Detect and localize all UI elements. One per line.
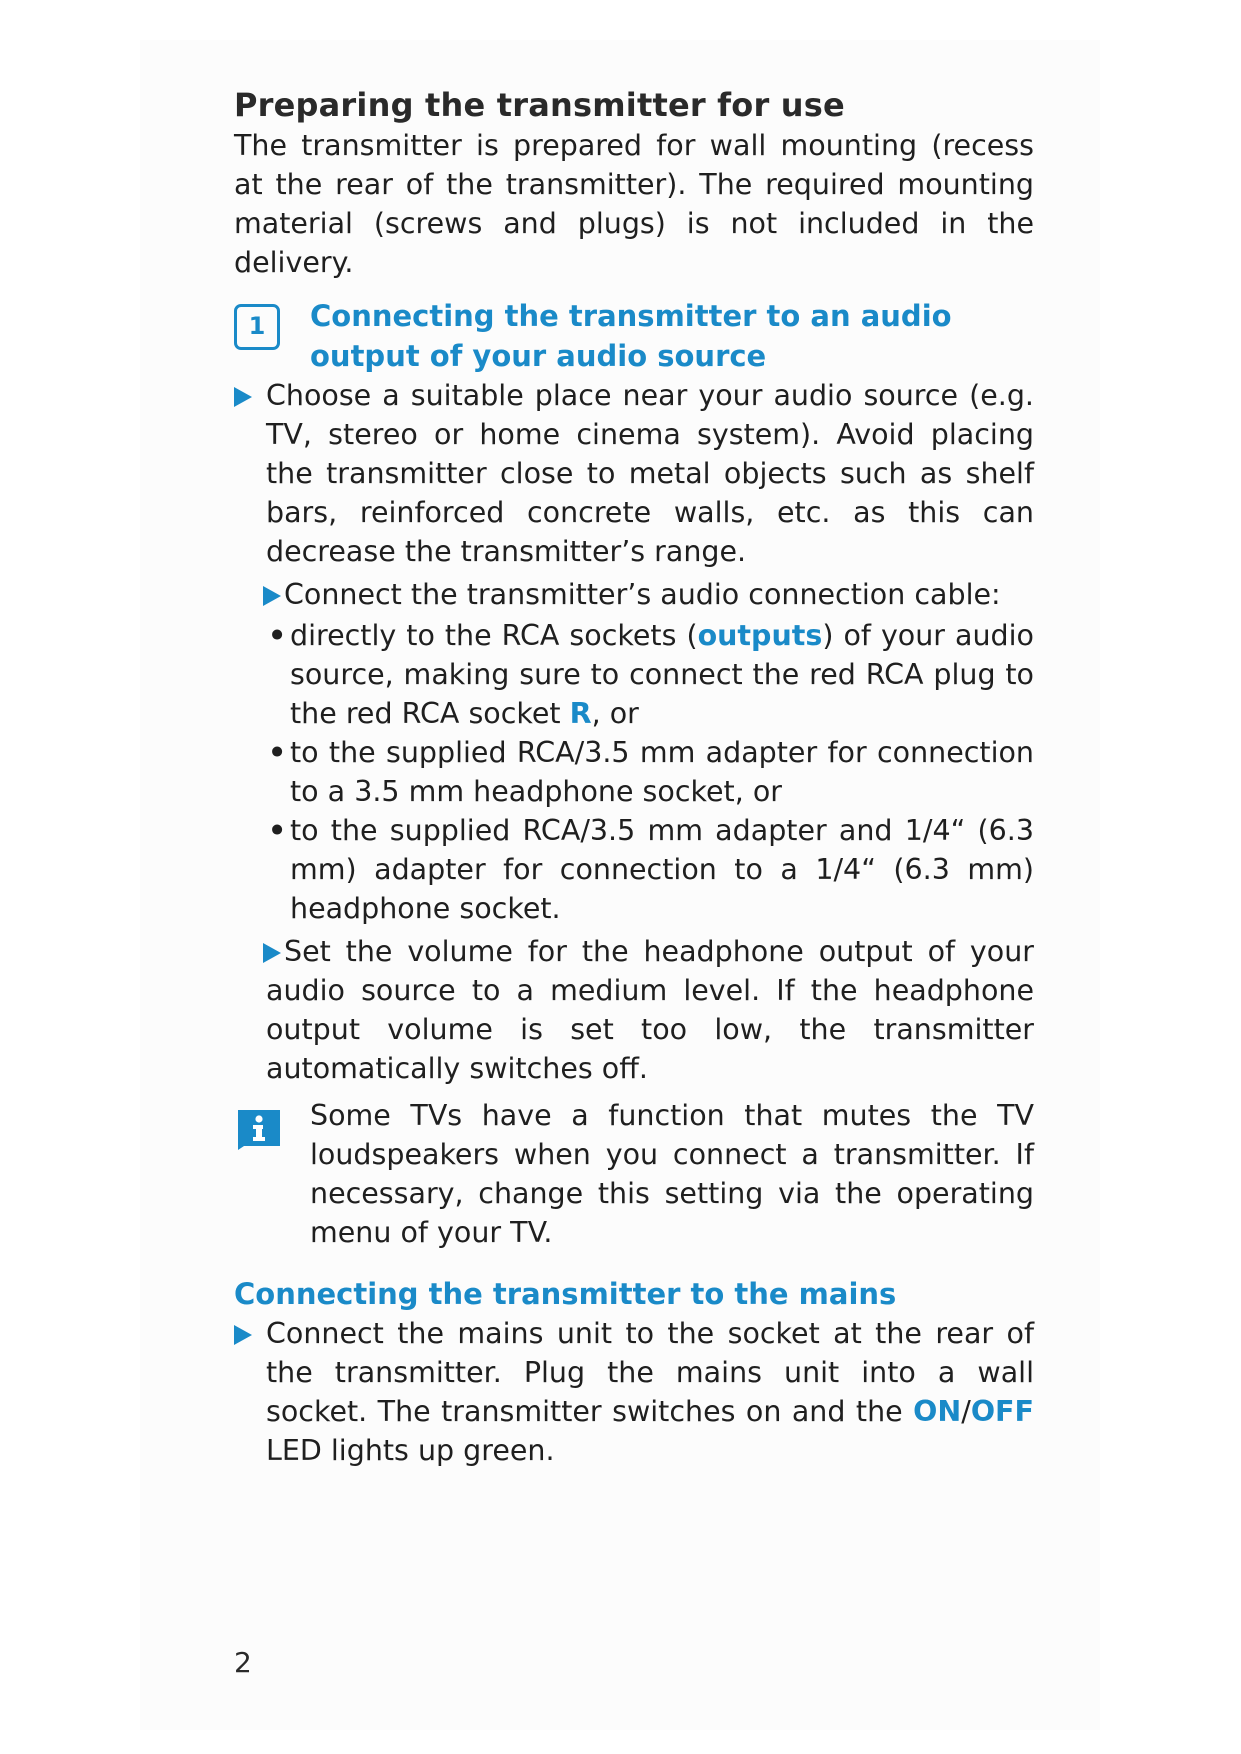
instruction-volume bbox=[234, 932, 1034, 1088]
info-note bbox=[234, 1096, 1034, 1252]
document-body bbox=[234, 84, 1034, 1470]
page-number: 2 bbox=[234, 1646, 252, 1679]
info-icon bbox=[234, 1106, 284, 1152]
outputs-label: outputs bbox=[697, 619, 823, 652]
instruction-connect bbox=[234, 575, 1034, 614]
connection-options-list bbox=[234, 616, 1034, 928]
action-arrow-icon bbox=[263, 943, 281, 963]
bullet-icon: • bbox=[268, 619, 287, 652]
bullet-icon: • bbox=[268, 736, 287, 769]
mains-section-title: Connecting the transmitter to the mains bbox=[234, 1277, 897, 1311]
action-arrow-icon bbox=[234, 1325, 252, 1345]
off-label: OFF bbox=[970, 1395, 1034, 1428]
bullet-icon: • bbox=[268, 814, 287, 847]
instruction-place bbox=[234, 376, 1034, 571]
instruction-connect-text: Connect the transmitter’s audio connection cable: bbox=[284, 578, 1001, 611]
action-arrow-icon bbox=[234, 387, 252, 407]
list-item: • directly to the RCA sockets (outputs) of your audio source, making sure to connect the red RCA plug to the red RCA socket R, or bbox=[234, 616, 1034, 733]
instruction-mains: Connect the mains unit to the socket at the rear of the transmitter. Plug the mains unit into a wall socket. The transmitter switches on and the ON/OFF LED lights up green. bbox=[234, 1314, 1034, 1470]
info-note-text: Some TVs have a function that mutes the TV loudspeakers when you connect a transmitter. If necessary, change this setting via the operating menu of your TV. bbox=[310, 1099, 1034, 1249]
action-arrow-icon bbox=[263, 586, 281, 606]
step-1-heading bbox=[234, 296, 1034, 376]
instruction-volume-text: Set the volume for the headphone output of your audio source to a medium level. If the headphone output volume is set too low, the transmitter automatically switches off. bbox=[266, 935, 1034, 1085]
step-number-icon: 1 bbox=[234, 304, 280, 350]
page-title: Preparing the transmitter for use bbox=[234, 86, 845, 124]
list-item: • to the supplied RCA/3.5 mm adapter and 1/4“ (6.3 mm) adapter for connection to a 1/4“ (6.3 mm) headphone socket. bbox=[234, 811, 1034, 928]
step-1-title: Connecting the transmitter to an audio output of your audio source bbox=[310, 299, 952, 373]
intro-paragraph: The transmitter is prepared for wall mounting (recess at the rear of the transmitter). The required mounting material (screws and plugs) is not included in the delivery. bbox=[234, 129, 1034, 279]
socket-r-label: R bbox=[569, 697, 592, 730]
list-item: • to the supplied RCA/3.5 mm adapter for connection to a 3.5 mm headphone socket, or bbox=[234, 733, 1034, 811]
on-label: ON bbox=[913, 1395, 962, 1428]
instruction-place-text: Choose a suitable place near your audio source (e.g. TV, stereo or home cinema system). Avoid placing the transmitter close to metal objects such as shelf bars, reinforced concrete walls, etc. as this can decrease the transmitter’s range. bbox=[266, 379, 1034, 568]
